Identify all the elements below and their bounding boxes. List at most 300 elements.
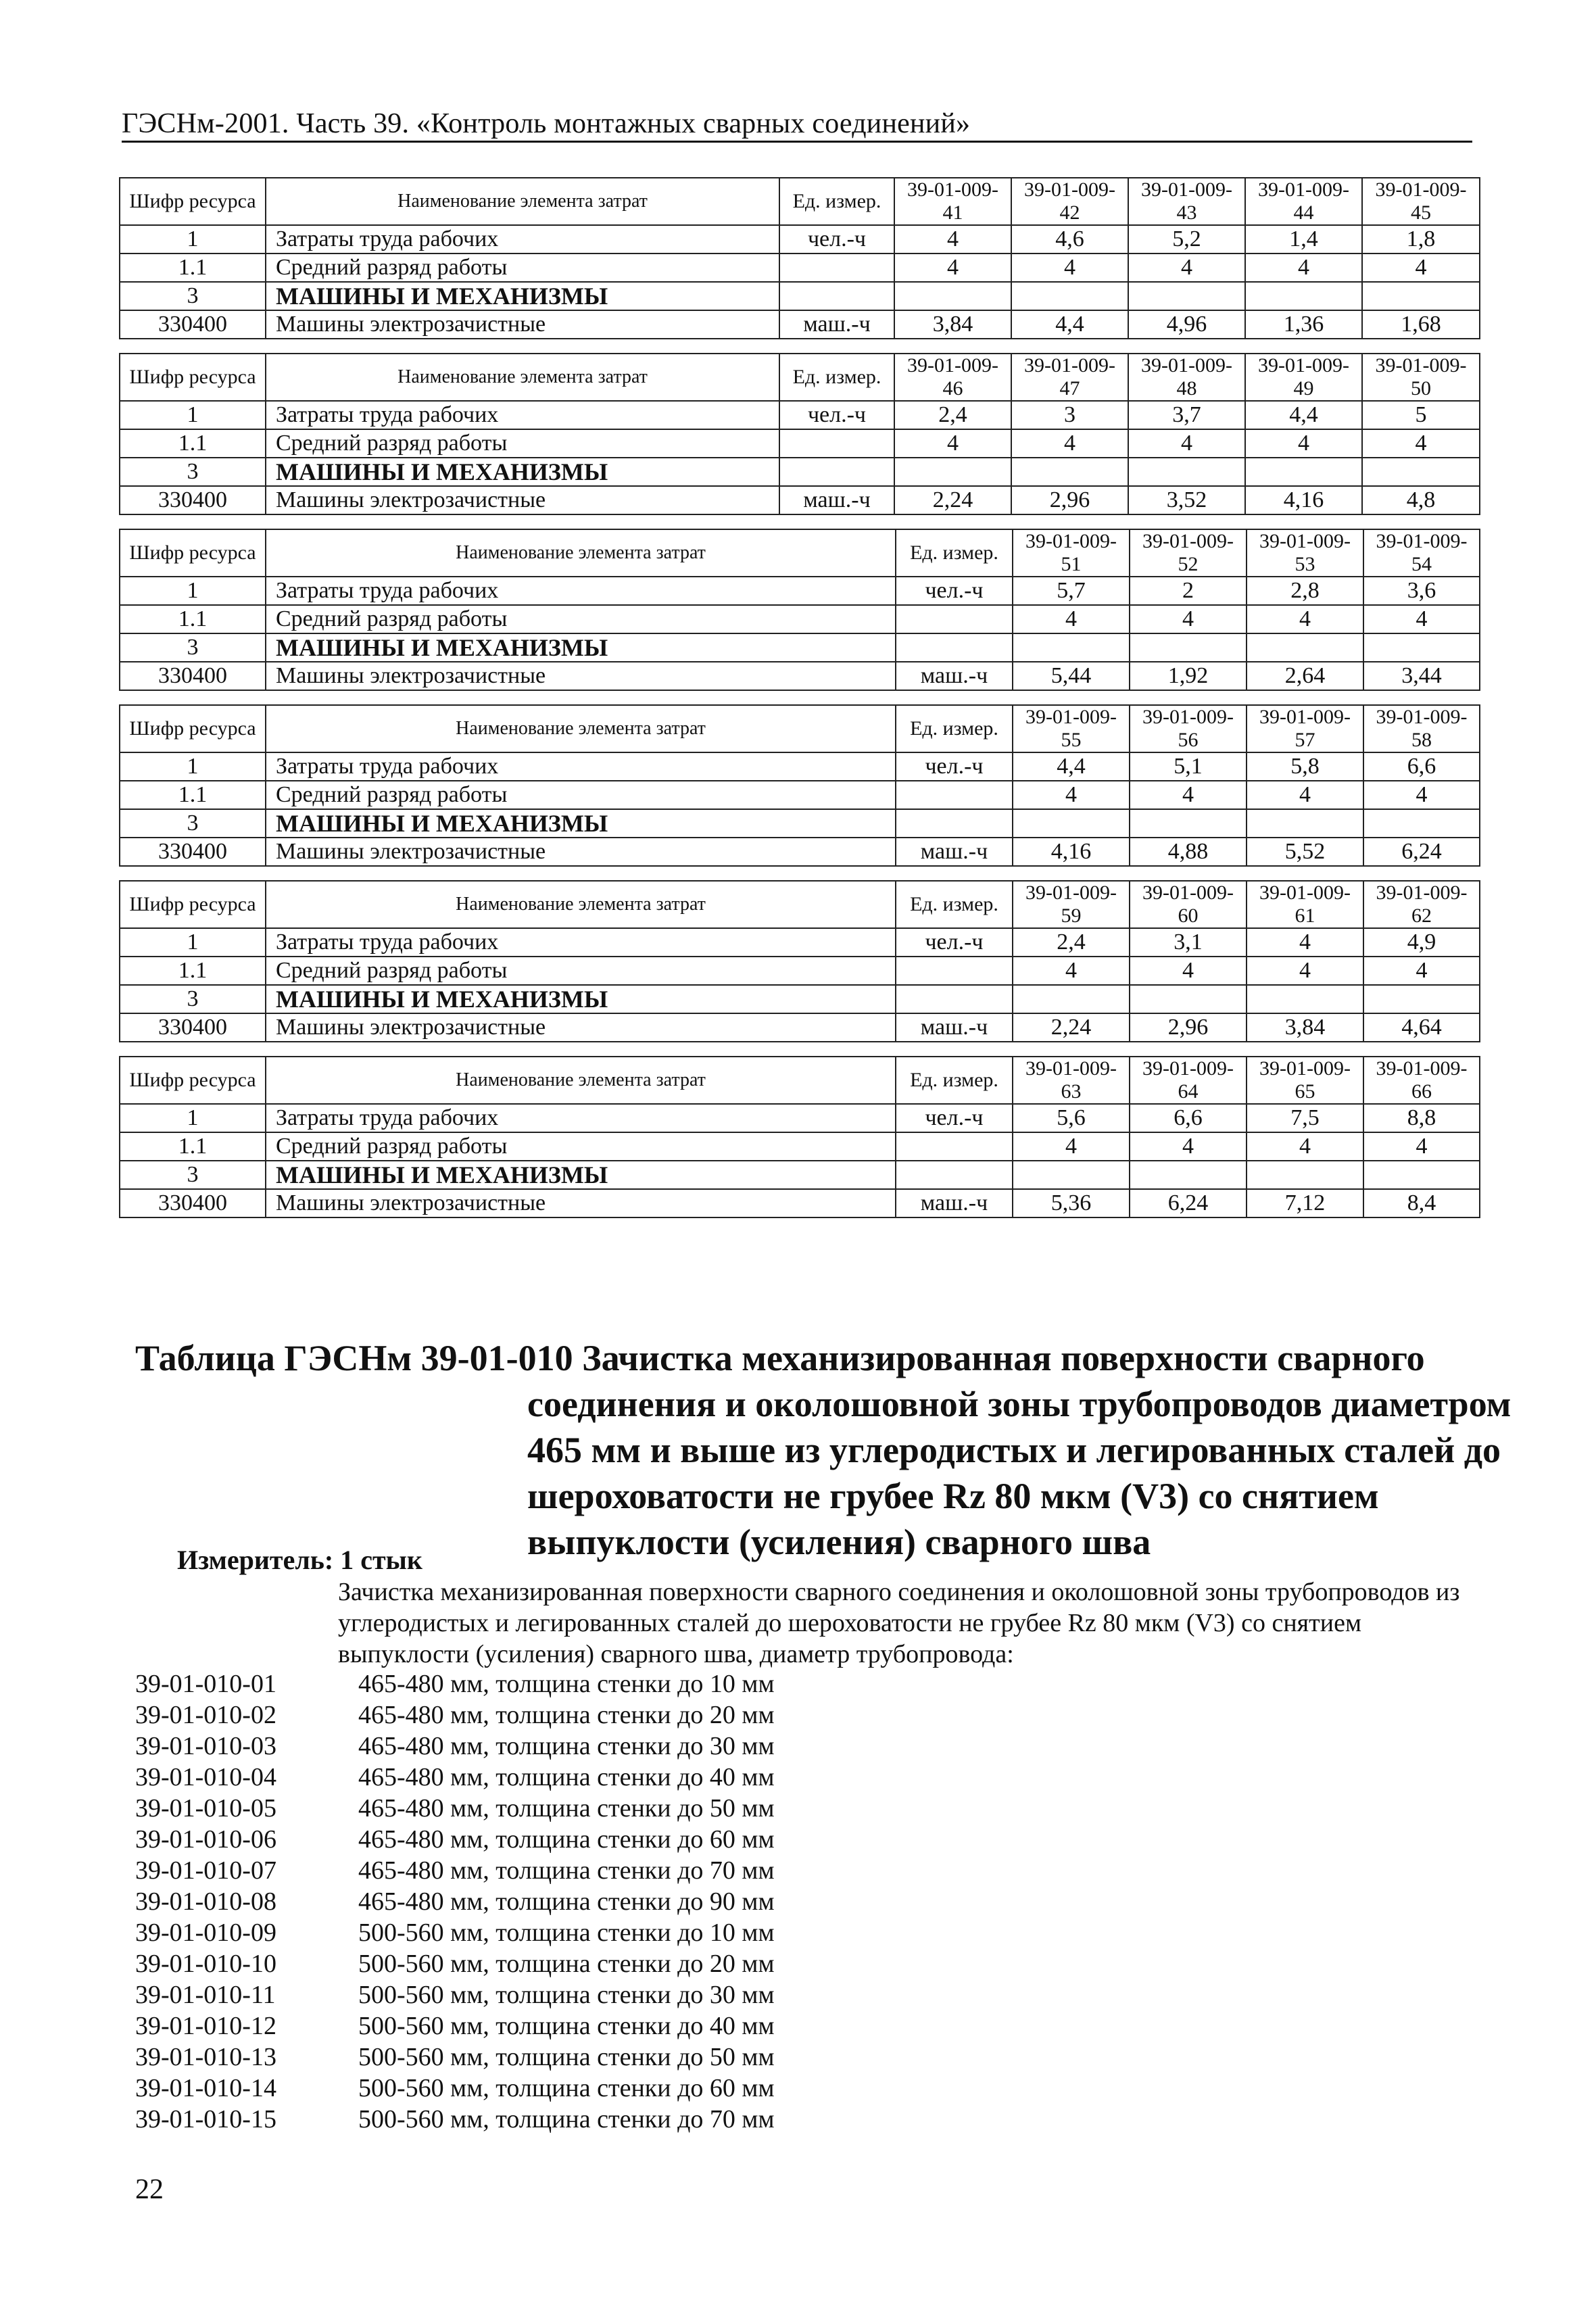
code-list-item <box>135 1731 775 1762</box>
norm-code-header: 39-01-009-42 <box>1011 178 1128 225</box>
code-list-item <box>135 1762 775 1793</box>
value-cell <box>1362 282 1480 310</box>
code-list-item <box>135 2073 775 2104</box>
element-name-cell: Средний разряд работы <box>266 781 896 809</box>
value-cell: 5,2 <box>1128 225 1245 254</box>
norm-code: 39-01-010-04 <box>135 1763 276 1791</box>
value-cell: 5,36 <box>1013 1189 1130 1217</box>
value-cell: 5 <box>1362 401 1480 429</box>
value-cell: 4,8 <box>1362 486 1480 514</box>
table-title-line: выпуклости (усиления) сварного шва <box>527 1522 1151 1562</box>
unit-cell: чел.-ч <box>896 1104 1013 1132</box>
unit-cell <box>896 781 1013 809</box>
element-name-cell: Машины электрозачистные <box>266 486 779 514</box>
table-row <box>120 809 1480 838</box>
value-cell: 3,84 <box>1247 1013 1363 1042</box>
resource-table <box>119 880 1480 1042</box>
value-cell: 5,1 <box>1130 752 1247 781</box>
table-row <box>120 838 1480 866</box>
resource-code-cell: 1 <box>120 1104 266 1132</box>
value-cell: 4,9 <box>1363 928 1480 957</box>
name-header-cell: Наименование элемента затрат <box>266 881 896 928</box>
code-header-cell: Шифр ресурса <box>120 881 266 928</box>
value-cell: 4,6 <box>1011 225 1128 254</box>
code-list-item <box>135 1793 775 1824</box>
resource-table <box>119 353 1480 515</box>
unit-cell <box>896 605 1013 633</box>
norm-code: 39-01-010-13 <box>135 2043 276 2071</box>
value-cell: 2,96 <box>1130 1013 1247 1042</box>
resource-code-cell: 330400 <box>120 838 266 866</box>
unit-header-cell: Ед. измер. <box>896 705 1013 752</box>
norm-code: 39-01-010-02 <box>135 1701 276 1729</box>
value-cell: 4 <box>1128 429 1245 458</box>
norm-code-header: 39-01-009-59 <box>1013 881 1130 928</box>
value-cell: 6,6 <box>1130 1104 1247 1132</box>
norm-code: 39-01-010-03 <box>135 1732 276 1760</box>
resource-code-cell: 330400 <box>120 1013 266 1042</box>
value-cell: 2,4 <box>894 401 1011 429</box>
value-cell: 4 <box>1013 605 1130 633</box>
element-name-cell: МАШИНЫ И МЕХАНИЗМЫ <box>266 458 779 486</box>
element-name-cell: Затраты труда рабочих <box>266 752 896 781</box>
element-name-cell: Средний разряд работы <box>266 429 779 458</box>
code-header-cell: Шифр ресурса <box>120 354 266 401</box>
code-list <box>135 1668 775 2135</box>
value-cell: 2,24 <box>1013 1013 1130 1042</box>
value-cell <box>1130 633 1247 662</box>
unit-cell <box>779 282 894 310</box>
norm-code: 39-01-010-14 <box>135 2074 276 2102</box>
resource-code-cell: 1.1 <box>120 429 266 458</box>
norm-description: 500-560 мм, толщина стенки до 20 мм <box>358 1950 775 1978</box>
value-cell: 1,68 <box>1362 310 1480 339</box>
unit-header-cell: Ед. измер. <box>896 1057 1013 1104</box>
element-name-cell: Машины электрозачистные <box>266 310 779 339</box>
norm-code: 39-01-010-08 <box>135 1887 276 1916</box>
value-cell <box>1011 458 1128 486</box>
value-cell: 5,6 <box>1013 1104 1130 1132</box>
value-cell <box>1363 809 1480 838</box>
unit-cell: чел.-ч <box>896 752 1013 781</box>
unit-cell <box>779 254 894 282</box>
resource-table <box>119 529 1480 691</box>
element-name-cell: Затраты труда рабочих <box>266 401 779 429</box>
code-list-item <box>135 1979 775 2010</box>
resource-code-cell: 330400 <box>120 662 266 690</box>
code-list-item <box>135 1886 775 1917</box>
value-cell: 2,64 <box>1247 662 1363 690</box>
resource-code-cell: 330400 <box>120 486 266 514</box>
value-cell <box>1363 1161 1480 1189</box>
value-cell: 4 <box>1130 1132 1247 1161</box>
value-cell <box>894 458 1011 486</box>
table-row <box>120 401 1480 429</box>
value-cell: 4 <box>894 254 1011 282</box>
unit-cell: маш.-ч <box>779 310 894 339</box>
norm-description: 465-480 мм, толщина стенки до 60 мм <box>358 1825 775 1854</box>
unit-cell <box>896 957 1013 985</box>
value-cell: 4 <box>1130 957 1247 985</box>
element-name-cell: Машины электрозачистные <box>266 1013 896 1042</box>
resource-code-cell: 3 <box>120 1161 266 1189</box>
value-cell: 4 <box>1245 429 1362 458</box>
element-name-cell: Средний разряд работы <box>266 254 779 282</box>
value-cell: 4 <box>1247 957 1363 985</box>
norm-code: 39-01-010-07 <box>135 1856 276 1885</box>
value-cell <box>1128 458 1245 486</box>
code-list-item <box>135 1668 775 1699</box>
value-cell: 4 <box>1247 781 1363 809</box>
unit-header-cell: Ед. измер. <box>896 881 1013 928</box>
element-name-cell: МАШИНЫ И МЕХАНИЗМЫ <box>266 1161 896 1189</box>
element-name-cell: МАШИНЫ И МЕХАНИЗМЫ <box>266 282 779 310</box>
norm-code: 39-01-010-01 <box>135 1670 276 1698</box>
table-title-line: Таблица ГЭСНм 39-01-010 Зачистка механизированная поверхности сварного <box>135 1338 1425 1378</box>
value-cell: 5,52 <box>1247 838 1363 866</box>
value-cell: 4,96 <box>1128 310 1245 339</box>
page-header: ГЭСНм-2001. Часть 39. «Контроль монтажных сварных соединений» <box>122 108 971 139</box>
norm-description: 465-480 мм, толщина стенки до 20 мм <box>358 1701 775 1729</box>
element-name-cell: Машины электрозачистные <box>266 838 896 866</box>
norm-code-header: 39-01-009-49 <box>1245 354 1362 401</box>
unit-header-cell: Ед. измер. <box>896 529 1013 577</box>
norm-code: 39-01-010-10 <box>135 1950 276 1978</box>
value-cell <box>1363 633 1480 662</box>
value-cell: 4 <box>1013 957 1130 985</box>
norm-code: 39-01-010-12 <box>135 2012 276 2040</box>
name-header-cell: Наименование элемента затрат <box>266 705 896 752</box>
element-name-cell: Средний разряд работы <box>266 1132 896 1161</box>
table-row <box>120 633 1480 662</box>
table-row <box>120 254 1480 282</box>
unit-cell: маш.-ч <box>779 486 894 514</box>
table-header-row <box>120 881 1480 928</box>
element-name-cell: Затраты труда рабочих <box>266 577 896 605</box>
value-cell: 8,8 <box>1363 1104 1480 1132</box>
resource-table <box>119 1056 1480 1218</box>
value-cell: 6,6 <box>1363 752 1480 781</box>
norm-code: 39-01-010-09 <box>135 1919 276 1947</box>
table-row <box>120 928 1480 957</box>
value-cell: 4 <box>1247 928 1363 957</box>
table-row <box>120 662 1480 690</box>
value-cell <box>1245 282 1362 310</box>
value-cell: 1,36 <box>1245 310 1362 339</box>
norm-code-header: 39-01-009-63 <box>1013 1057 1130 1104</box>
unit-header-cell: Ед. измер. <box>779 178 894 225</box>
value-cell: 3,1 <box>1130 928 1247 957</box>
value-cell: 4,4 <box>1013 752 1130 781</box>
norm-code-header: 39-01-009-54 <box>1363 529 1480 577</box>
code-list-item <box>135 1948 775 1979</box>
value-cell <box>1011 282 1128 310</box>
value-cell <box>1247 633 1363 662</box>
norm-description: 500-560 мм, толщина стенки до 50 мм <box>358 2043 775 2071</box>
resource-tables <box>119 177 1479 1232</box>
norm-code-header: 39-01-009-45 <box>1362 178 1480 225</box>
norm-description: 465-480 мм, толщина стенки до 40 мм <box>358 1763 775 1791</box>
code-header-cell: Шифр ресурса <box>120 705 266 752</box>
norm-code-header: 39-01-009-43 <box>1128 178 1245 225</box>
unit-cell: чел.-ч <box>779 225 894 254</box>
table-title-line: соединения и околошовной зоны трубопроводов диаметром <box>527 1384 1512 1424</box>
value-cell: 5,8 <box>1247 752 1363 781</box>
name-header-cell: Наименование элемента затрат <box>266 529 896 577</box>
value-cell: 5,7 <box>1013 577 1130 605</box>
norm-code-header: 39-01-009-51 <box>1013 529 1130 577</box>
table-row <box>120 577 1480 605</box>
resource-code-cell: 3 <box>120 633 266 662</box>
value-cell: 2,24 <box>894 486 1011 514</box>
norm-code-header: 39-01-009-52 <box>1130 529 1247 577</box>
norm-code-header: 39-01-009-50 <box>1362 354 1480 401</box>
unit-cell: чел.-ч <box>896 577 1013 605</box>
resource-table <box>119 177 1480 339</box>
value-cell: 4 <box>1011 254 1128 282</box>
resource-table <box>119 704 1480 867</box>
resource-code-cell: 3 <box>120 809 266 838</box>
element-name-cell: МАШИНЫ И МЕХАНИЗМЫ <box>266 633 896 662</box>
unit-cell: чел.-ч <box>779 401 894 429</box>
value-cell: 1,92 <box>1130 662 1247 690</box>
unit-cell <box>896 1161 1013 1189</box>
norm-code: 39-01-010-05 <box>135 1794 276 1823</box>
code-list-item <box>135 1824 775 1855</box>
value-cell: 3,84 <box>894 310 1011 339</box>
value-cell: 3 <box>1011 401 1128 429</box>
norm-code: 39-01-010-11 <box>135 1981 276 2009</box>
table-title <box>135 1335 1512 1565</box>
resource-code-cell: 3 <box>120 458 266 486</box>
value-cell: 4,64 <box>1363 1013 1480 1042</box>
table-row <box>120 605 1480 633</box>
unit-cell <box>896 809 1013 838</box>
value-cell <box>1363 985 1480 1013</box>
value-cell <box>1130 809 1247 838</box>
unit-cell: маш.-ч <box>896 662 1013 690</box>
resource-code-cell: 1.1 <box>120 781 266 809</box>
value-cell: 4 <box>1362 429 1480 458</box>
unit-cell <box>779 458 894 486</box>
norm-code-header: 39-01-009-48 <box>1128 354 1245 401</box>
value-cell: 8,4 <box>1363 1189 1480 1217</box>
norm-description: 465-480 мм, толщина стенки до 90 мм <box>358 1887 775 1916</box>
norm-description: 465-480 мм, толщина стенки до 10 мм <box>358 1670 775 1698</box>
norm-code-header: 39-01-009-55 <box>1013 705 1130 752</box>
norm-description: 500-560 мм, толщина стенки до 70 мм <box>358 2105 775 2133</box>
code-list-item <box>135 1917 775 1948</box>
resource-code-cell: 1 <box>120 577 266 605</box>
norm-code-header: 39-01-009-56 <box>1130 705 1247 752</box>
norm-description: 500-560 мм, толщина стенки до 10 мм <box>358 1919 775 1947</box>
unit-header-cell: Ед. измер. <box>779 354 894 401</box>
value-cell <box>1013 1161 1130 1189</box>
code-list-item <box>135 1699 775 1731</box>
resource-code-cell: 1 <box>120 225 266 254</box>
value-cell: 6,24 <box>1130 1189 1247 1217</box>
norm-code-header: 39-01-009-62 <box>1363 881 1480 928</box>
value-cell: 4 <box>1130 781 1247 809</box>
norm-code-header: 39-01-009-57 <box>1247 705 1363 752</box>
value-cell: 1,4 <box>1245 225 1362 254</box>
value-cell: 4 <box>1130 605 1247 633</box>
element-name-cell: Затраты труда рабочих <box>266 225 779 254</box>
name-header-cell: Наименование элемента затрат <box>266 354 779 401</box>
value-cell: 4 <box>1363 605 1480 633</box>
norm-code-header: 39-01-009-46 <box>894 354 1011 401</box>
value-cell <box>1362 458 1480 486</box>
value-cell: 7,12 <box>1247 1189 1363 1217</box>
resource-code-cell: 1.1 <box>120 605 266 633</box>
value-cell: 4 <box>1013 781 1130 809</box>
value-cell: 3,52 <box>1128 486 1245 514</box>
resource-code-cell: 1.1 <box>120 1132 266 1161</box>
value-cell: 7,5 <box>1247 1104 1363 1132</box>
value-cell: 4 <box>1128 254 1245 282</box>
norm-description: 465-480 мм, толщина стенки до 70 мм <box>358 1856 775 1885</box>
table-row <box>120 429 1480 458</box>
table-row <box>120 310 1480 339</box>
norm-code-header: 39-01-009-58 <box>1363 705 1480 752</box>
element-name-cell: МАШИНЫ И МЕХАНИЗМЫ <box>266 809 896 838</box>
table-row <box>120 1104 1480 1132</box>
norm-code-header: 39-01-009-66 <box>1363 1057 1480 1104</box>
resource-code-cell: 1 <box>120 928 266 957</box>
resource-code-cell: 3 <box>120 282 266 310</box>
table-row <box>120 781 1480 809</box>
table-row <box>120 1132 1480 1161</box>
code-list-item <box>135 1855 775 1886</box>
value-cell: 4,16 <box>1013 838 1130 866</box>
table-header-row <box>120 354 1480 401</box>
table-row <box>120 1161 1480 1189</box>
unit-cell <box>896 633 1013 662</box>
resource-code-cell: 1.1 <box>120 254 266 282</box>
value-cell: 3,44 <box>1363 662 1480 690</box>
value-cell <box>1013 809 1130 838</box>
norm-code-header: 39-01-009-47 <box>1011 354 1128 401</box>
unit-cell: чел.-ч <box>896 928 1013 957</box>
name-header-cell: Наименование элемента затрат <box>266 178 779 225</box>
unit-cell <box>779 429 894 458</box>
value-cell: 6,24 <box>1363 838 1480 866</box>
page-number: 22 <box>135 2174 164 2205</box>
value-cell: 2,8 <box>1247 577 1363 605</box>
value-cell: 5,44 <box>1013 662 1130 690</box>
unit-cell: маш.-ч <box>896 838 1013 866</box>
unit-cell <box>896 1132 1013 1161</box>
value-cell <box>1013 985 1130 1013</box>
norm-description: 500-560 мм, толщина стенки до 40 мм <box>358 2012 775 2040</box>
value-cell <box>894 282 1011 310</box>
table-row <box>120 1189 1480 1217</box>
norm-description: 465-480 мм, толщина стенки до 50 мм <box>358 1794 775 1823</box>
element-name-cell: Машины электрозачистные <box>266 1189 896 1217</box>
norm-code-header: 39-01-009-41 <box>894 178 1011 225</box>
element-name-cell: Затраты труда рабочих <box>266 1104 896 1132</box>
value-cell: 2,4 <box>1013 928 1130 957</box>
norm-code-header: 39-01-009-60 <box>1130 881 1247 928</box>
value-cell: 4,88 <box>1130 838 1247 866</box>
norm-description: 500-560 мм, толщина стенки до 60 мм <box>358 2074 775 2102</box>
value-cell: 4,4 <box>1011 310 1128 339</box>
value-cell: 4 <box>1247 1132 1363 1161</box>
code-header-cell: Шифр ресурса <box>120 529 266 577</box>
table-header-row <box>120 529 1480 577</box>
value-cell: 2,96 <box>1011 486 1128 514</box>
table-header-row <box>120 178 1480 225</box>
element-name-cell: МАШИНЫ И МЕХАНИЗМЫ <box>266 985 896 1013</box>
value-cell: 3,6 <box>1363 577 1480 605</box>
value-cell: 4,4 <box>1245 401 1362 429</box>
value-cell: 3,7 <box>1128 401 1245 429</box>
value-cell: 4 <box>1245 254 1362 282</box>
table-row <box>120 985 1480 1013</box>
code-list-item <box>135 2104 775 2135</box>
value-cell <box>1013 633 1130 662</box>
meter-label: Измеритель: 1 стык <box>177 1545 422 1575</box>
value-cell: 4 <box>1011 429 1128 458</box>
code-header-cell: Шифр ресурса <box>120 1057 266 1104</box>
norm-code-header: 39-01-009-65 <box>1247 1057 1363 1104</box>
element-name-cell: Затраты труда рабочих <box>266 928 896 957</box>
element-name-cell: Средний разряд работы <box>266 957 896 985</box>
value-cell: 4,16 <box>1245 486 1362 514</box>
unit-cell: маш.-ч <box>896 1013 1013 1042</box>
resource-code-cell: 3 <box>120 985 266 1013</box>
value-cell <box>1130 985 1247 1013</box>
value-cell: 4 <box>1363 957 1480 985</box>
norm-code-header: 39-01-009-61 <box>1247 881 1363 928</box>
table-row <box>120 957 1480 985</box>
resource-code-cell: 330400 <box>120 1189 266 1217</box>
table-row <box>120 486 1480 514</box>
element-name-cell: Средний разряд работы <box>266 605 896 633</box>
norm-description: 500-560 мм, толщина стенки до 30 мм <box>358 1981 775 2009</box>
value-cell: 4 <box>894 429 1011 458</box>
value-cell <box>1128 282 1245 310</box>
table-title-line: шероховатости не грубее Rz 80 мкм (V3) со снятием <box>527 1476 1379 1516</box>
norm-code-header: 39-01-009-53 <box>1247 529 1363 577</box>
table-title-line: 465 мм и выше из углеродистых и легированных сталей до <box>527 1430 1501 1470</box>
table-row <box>120 282 1480 310</box>
value-cell: 4 <box>1013 1132 1130 1161</box>
resource-code-cell: 330400 <box>120 310 266 339</box>
resource-code-cell: 1 <box>120 752 266 781</box>
value-cell: 4 <box>1362 254 1480 282</box>
table-header-row <box>120 1057 1480 1104</box>
unit-cell: маш.-ч <box>896 1189 1013 1217</box>
header-rule <box>122 141 1472 143</box>
code-list-item <box>135 2042 775 2073</box>
norm-code-header: 39-01-009-44 <box>1245 178 1362 225</box>
value-cell: 2 <box>1130 577 1247 605</box>
value-cell: 4 <box>1247 605 1363 633</box>
value-cell: 4 <box>1363 781 1480 809</box>
element-name-cell: Машины электрозачистные <box>266 662 896 690</box>
resource-code-cell: 1 <box>120 401 266 429</box>
value-cell <box>1130 1161 1247 1189</box>
value-cell: 4 <box>1363 1132 1480 1161</box>
work-description: Зачистка механизированная поверхности сварного соединения и околошовной зоны трубопроводов из углеродистых и легированных сталей до шероховатости не грубее Rz 80 мкм (V3) со снятием выпуклости (усиления) сварного шва, диаметр трубопровода: <box>338 1578 1460 1668</box>
norm-code-header: 39-01-009-64 <box>1130 1057 1247 1104</box>
norm-code: 39-01-010-06 <box>135 1825 276 1854</box>
code-list-item <box>135 2010 775 2042</box>
norm-description: 465-480 мм, толщина стенки до 30 мм <box>358 1732 775 1760</box>
value-cell <box>1247 809 1363 838</box>
value-cell: 4 <box>894 225 1011 254</box>
